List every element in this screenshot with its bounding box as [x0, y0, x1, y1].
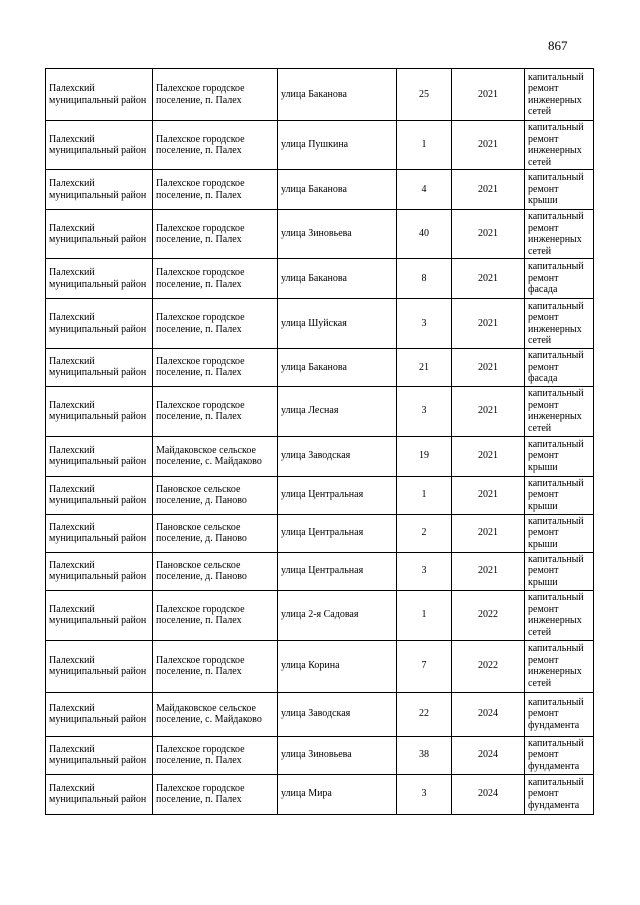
work-type-cell: капитальный ремонт инженерных сетей	[525, 299, 594, 349]
registry-table	[45, 68, 594, 815]
district-cell: Палехский муниципальный район	[46, 259, 153, 299]
work-type-cell: капитальный ремонт фасада	[525, 259, 594, 299]
table-row	[46, 552, 594, 590]
table-row	[46, 774, 594, 814]
settlement-cell: Палехское городское поселение, п. Палех	[153, 170, 278, 210]
work-type-cell: капитальный ремонт инженерных сетей	[525, 386, 594, 436]
district-cell: Палехский муниципальный район	[46, 69, 153, 121]
work-type-cell: капитальный ремонт крыши	[525, 476, 594, 514]
street-cell: улица Центральная	[278, 476, 397, 514]
street-cell: улица Заводская	[278, 436, 397, 476]
settlement-cell: Майдаковское сельское поселение, с. Майдаково	[153, 436, 278, 476]
year-cell: 2021	[452, 299, 525, 349]
table-row	[46, 386, 594, 436]
house-number-cell: 3	[397, 774, 452, 814]
year-cell: 2021	[452, 121, 525, 170]
work-type-cell: капитальный ремонт фундамента	[525, 774, 594, 814]
house-number-cell: 3	[397, 299, 452, 349]
page-number: 867	[548, 38, 568, 53]
street-cell: улица Пушкина	[278, 121, 397, 170]
work-type-cell: капитальный ремонт фундамента	[525, 736, 594, 774]
year-cell: 2022	[452, 640, 525, 692]
settlement-cell: Палехское городское поселение, п. Палех	[153, 774, 278, 814]
table-row	[46, 170, 594, 210]
house-number-cell: 7	[397, 640, 452, 692]
work-type-cell: капитальный ремонт фундамента	[525, 692, 594, 736]
year-cell: 2021	[452, 170, 525, 210]
house-number-cell: 40	[397, 210, 452, 259]
work-type-cell: капитальный ремонт инженерных сетей	[525, 210, 594, 259]
district-cell: Палехский муниципальный район	[46, 514, 153, 552]
registry-table-body	[46, 69, 594, 815]
settlement-cell: Майдаковское сельское поселение, с. Майдаково	[153, 692, 278, 736]
district-cell: Палехский муниципальный район	[46, 436, 153, 476]
settlement-cell: Палехское городское поселение, п. Палех	[153, 69, 278, 121]
year-cell: 2021	[452, 386, 525, 436]
year-cell: 2022	[452, 590, 525, 640]
district-cell: Палехский муниципальный район	[46, 590, 153, 640]
house-number-cell: 1	[397, 476, 452, 514]
settlement-cell: Пановское сельское поселение, д. Паново	[153, 476, 278, 514]
house-number-cell: 19	[397, 436, 452, 476]
street-cell: улица Баканова	[278, 259, 397, 299]
table-row	[46, 121, 594, 170]
table-row	[46, 349, 594, 387]
work-type-cell: капитальный ремонт крыши	[525, 514, 594, 552]
table-row	[46, 640, 594, 692]
street-cell: улица Баканова	[278, 170, 397, 210]
street-cell: улица Центральная	[278, 514, 397, 552]
year-cell: 2024	[452, 736, 525, 774]
settlement-cell: Пановское сельское поселение, д. Паново	[153, 552, 278, 590]
work-type-cell: капитальный ремонт крыши	[525, 170, 594, 210]
year-cell: 2021	[452, 69, 525, 121]
work-type-cell: капитальный ремонт инженерных сетей	[525, 590, 594, 640]
work-type-cell: капитальный ремонт инженерных сетей	[525, 69, 594, 121]
street-cell: улица Баканова	[278, 349, 397, 387]
district-cell: Палехский муниципальный район	[46, 476, 153, 514]
table-row	[46, 69, 594, 121]
house-number-cell: 21	[397, 349, 452, 387]
settlement-cell: Палехское городское поселение, п. Палех	[153, 736, 278, 774]
settlement-cell: Палехское городское поселение, п. Палех	[153, 259, 278, 299]
settlement-cell: Палехское городское поселение, п. Палех	[153, 210, 278, 259]
year-cell: 2024	[452, 692, 525, 736]
work-type-cell: капитальный ремонт фасада	[525, 349, 594, 387]
work-type-cell: капитальный ремонт инженерных сетей	[525, 121, 594, 170]
house-number-cell: 38	[397, 736, 452, 774]
table-row	[46, 692, 594, 736]
table-row	[46, 210, 594, 259]
district-cell: Палехский муниципальный район	[46, 552, 153, 590]
district-cell: Палехский муниципальный район	[46, 386, 153, 436]
street-cell: улица Лесная	[278, 386, 397, 436]
house-number-cell: 1	[397, 590, 452, 640]
street-cell: улица Зиновьева	[278, 210, 397, 259]
house-number-cell: 3	[397, 552, 452, 590]
district-cell: Палехский муниципальный район	[46, 299, 153, 349]
table-row	[46, 259, 594, 299]
district-cell: Палехский муниципальный район	[46, 349, 153, 387]
year-cell: 2021	[452, 349, 525, 387]
street-cell: улица Шуйская	[278, 299, 397, 349]
district-cell: Палехский муниципальный район	[46, 736, 153, 774]
district-cell: Палехский муниципальный район	[46, 121, 153, 170]
work-type-cell: капитальный ремонт инженерных сетей	[525, 640, 594, 692]
year-cell: 2021	[452, 476, 525, 514]
table-row	[46, 736, 594, 774]
year-cell: 2021	[452, 259, 525, 299]
year-cell: 2021	[452, 210, 525, 259]
house-number-cell: 3	[397, 386, 452, 436]
settlement-cell: Палехское городское поселение, п. Палех	[153, 386, 278, 436]
street-cell: улица Баканова	[278, 69, 397, 121]
house-number-cell: 22	[397, 692, 452, 736]
year-cell: 2021	[452, 436, 525, 476]
year-cell: 2021	[452, 514, 525, 552]
street-cell: улица Заводская	[278, 692, 397, 736]
district-cell: Палехский муниципальный район	[46, 692, 153, 736]
house-number-cell: 8	[397, 259, 452, 299]
table-row	[46, 436, 594, 476]
house-number-cell: 2	[397, 514, 452, 552]
settlement-cell: Пановское сельское поселение, д. Паново	[153, 514, 278, 552]
street-cell: улица Корина	[278, 640, 397, 692]
street-cell: улица 2-я Садовая	[278, 590, 397, 640]
settlement-cell: Палехское городское поселение, п. Палех	[153, 590, 278, 640]
street-cell: улица Центральная	[278, 552, 397, 590]
work-type-cell: капитальный ремонт крыши	[525, 436, 594, 476]
table-row	[46, 514, 594, 552]
settlement-cell: Палехское городское поселение, п. Палех	[153, 640, 278, 692]
district-cell: Палехский муниципальный район	[46, 640, 153, 692]
settlement-cell: Палехское городское поселение, п. Палех	[153, 299, 278, 349]
table-row	[46, 476, 594, 514]
house-number-cell: 25	[397, 69, 452, 121]
settlement-cell: Палехское городское поселение, п. Палех	[153, 349, 278, 387]
district-cell: Палехский муниципальный район	[46, 210, 153, 259]
year-cell: 2021	[452, 552, 525, 590]
table-row	[46, 590, 594, 640]
district-cell: Палехский муниципальный район	[46, 774, 153, 814]
work-type-cell: капитальный ремонт крыши	[525, 552, 594, 590]
house-number-cell: 1	[397, 121, 452, 170]
table-row	[46, 299, 594, 349]
street-cell: улица Мира	[278, 774, 397, 814]
year-cell: 2024	[452, 774, 525, 814]
street-cell: улица Зиновьева	[278, 736, 397, 774]
house-number-cell: 4	[397, 170, 452, 210]
district-cell: Палехский муниципальный район	[46, 170, 153, 210]
settlement-cell: Палехское городское поселение, п. Палех	[153, 121, 278, 170]
